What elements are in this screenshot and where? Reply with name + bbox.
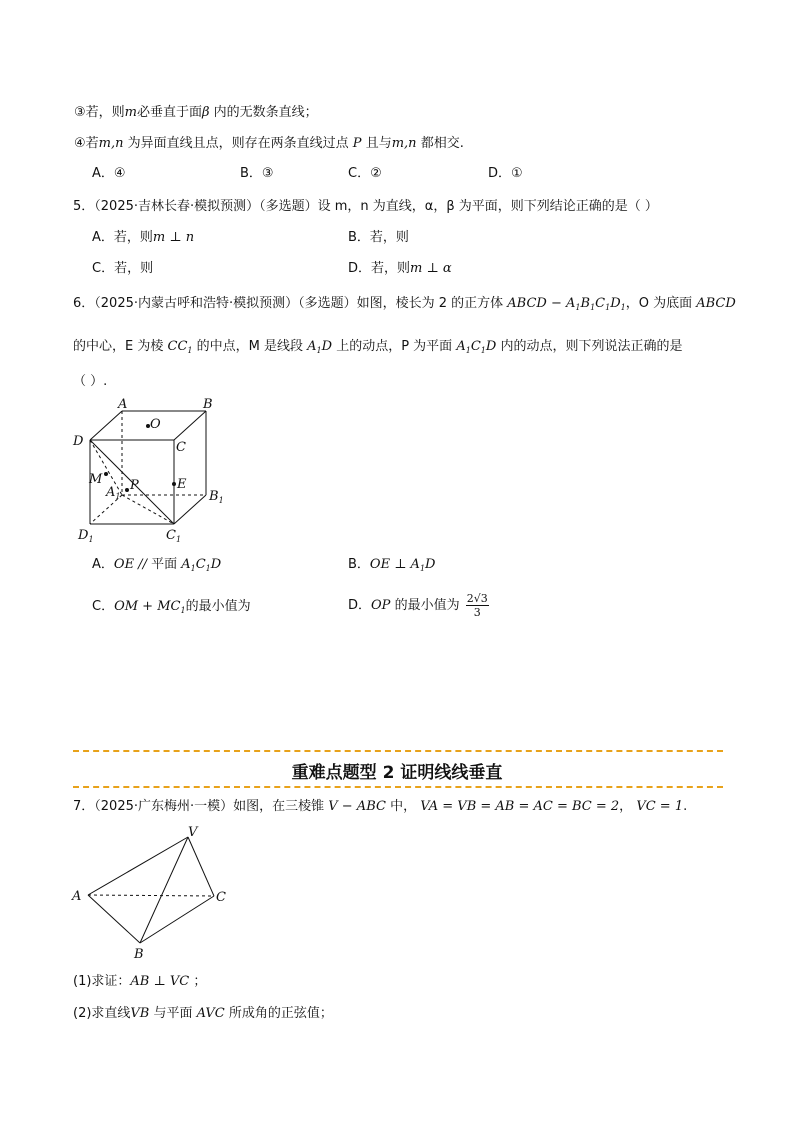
section-title: 重难点题型 2 证明线线垂直 (291, 763, 503, 783)
label-V: V (188, 825, 198, 840)
item-4: ④若m,n 为异面直线且点，则存在两条直线过点 P 且与m,n 都相交. (74, 136, 464, 151)
label-D: D (73, 434, 84, 449)
q4-option-d[interactable]: D．① (488, 166, 523, 181)
q6-option-d[interactable]: D．OP 的最小值为 $\frac{2√3}{3}$ (348, 592, 488, 619)
label-E: E (177, 477, 187, 492)
q5-stem: 5．（2025·吉林长春·模拟预测）（多选题）设 m，n 为直线，α，β 为平面，则下列结论正确的是（ ） (73, 199, 658, 214)
edge-AB (88, 895, 140, 943)
label-B1: $B_1$ (209, 489, 224, 505)
segment-A1C1 (122, 495, 174, 524)
q4-option-a[interactable]: A．④ (92, 166, 126, 181)
label-A: A (118, 397, 128, 412)
q7-stem: 7．（2025·广东梅州·一模）如图，在三棱锥 V − ABC 中， VA = VB = AB = AC = BC = 2， VC = 1. (73, 799, 688, 814)
label-C: C (216, 890, 226, 905)
q7-part-1: (1)求证：AB ⊥ VC ； (73, 974, 207, 989)
label-O: O (150, 417, 161, 432)
q6-option-a[interactable]: A．OE // 平面 $A_1C_1D$ (92, 557, 222, 573)
label-C1: $C_1$ (166, 528, 182, 544)
q5-option-c[interactable]: C．若，则 (92, 261, 154, 276)
cube-figure (70, 395, 230, 547)
q4-option-c[interactable]: C．② (348, 166, 382, 181)
q6-stem-line-1: 6．（2025·内蒙古呼和浩特·模拟预测）（多选题）如图，棱长为 2 的正方体 ABCD − $A_1B_1C_1D_1$，O 为底面 ABCD (73, 296, 736, 312)
label-A1: $A_1$ (106, 485, 121, 501)
pyramid-figure (70, 822, 232, 962)
fraction-2sqrt3-over-3: $\frac{2√3}{3}$ (466, 592, 488, 619)
point-M (104, 472, 108, 476)
label-P: P (130, 478, 139, 493)
edge-VB (140, 837, 188, 943)
q5-option-a[interactable]: A．若，则m ⊥ n (92, 230, 195, 245)
q6-stem-line-3: （ ）. (73, 374, 108, 389)
edge-AD (90, 411, 122, 440)
label-B: B (203, 397, 213, 412)
point-P (125, 488, 129, 492)
q7-part-2: (2)求直线VB 与平面 AVC 所成角的正弦值； (73, 1006, 333, 1021)
edge-VA (88, 837, 188, 895)
edge-AC (88, 895, 214, 896)
label-A: A (72, 889, 82, 904)
q6-option-c[interactable]: C．OM + $MC_1$的最小值为 (92, 599, 251, 615)
label-B: B (134, 947, 144, 962)
edge-C1B1 (174, 495, 206, 524)
edge-BC (174, 411, 206, 440)
item-3: ③若，则m必垂直于面β 内的无数条直线； (74, 105, 318, 120)
section-rule-top (73, 750, 723, 752)
label-M: M (89, 472, 103, 487)
q4-option-b[interactable]: B．③ (240, 166, 274, 181)
point-E (172, 482, 176, 486)
q6-stem-line-2: 的中心，E 为棱 $CC_1$ 的中点，M 是线段 $A_1D$ 上的动点，P 为平面 $A_1C_1D$ 内的动点，则下列说法正确的是 (73, 339, 683, 355)
edge-VC (188, 837, 214, 896)
label-C: C (176, 440, 186, 455)
q5-option-d[interactable]: D．若，则m ⊥ α (348, 261, 452, 276)
q5-option-b[interactable]: B．若，则 (348, 230, 409, 245)
section-rule-bottom (73, 786, 723, 788)
label-D1: $D_1$ (78, 528, 94, 544)
q6-option-b[interactable]: B．OE ⊥ $A_1D$ (348, 557, 436, 573)
